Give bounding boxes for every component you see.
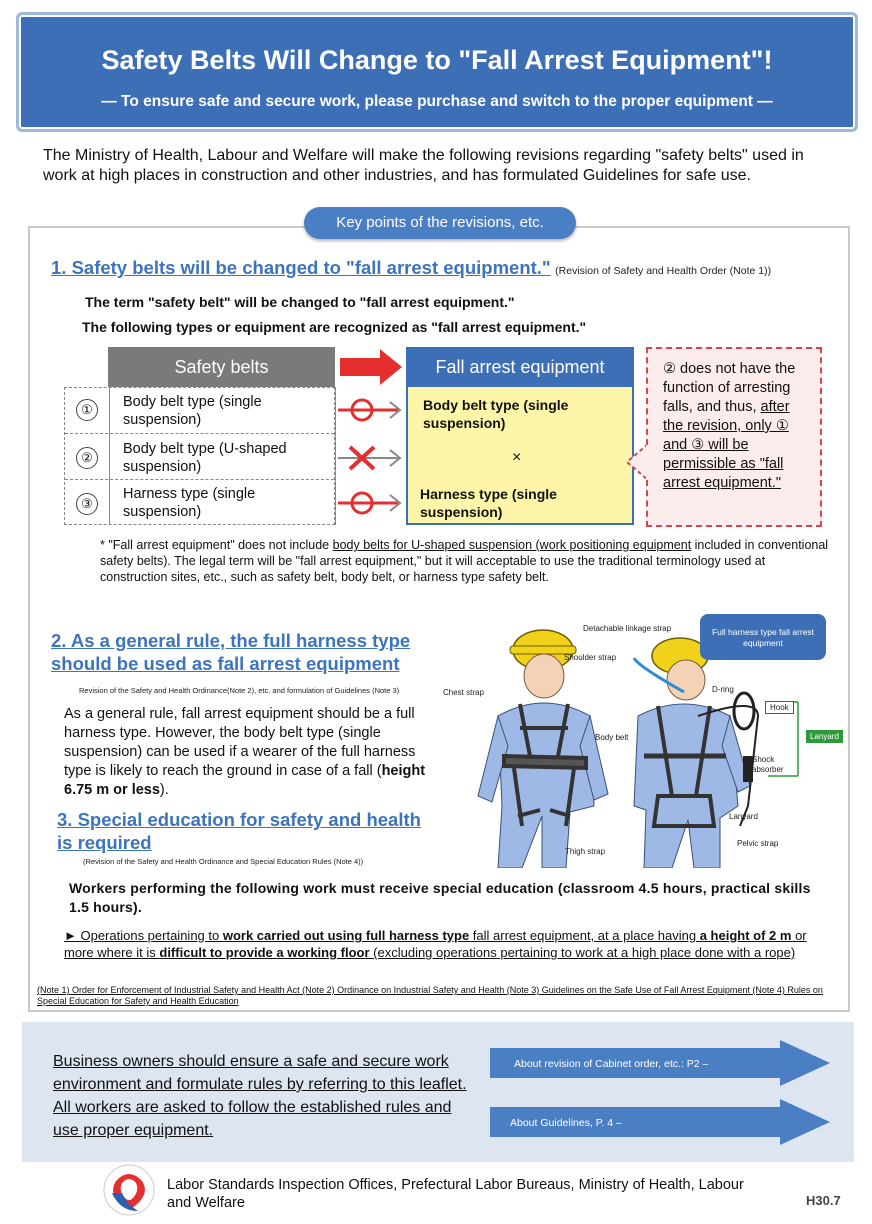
page-header (16, 12, 858, 132)
permitted-arrow-icon (336, 490, 404, 516)
section3-title: 3. Special education for safety and health is required (57, 809, 421, 853)
section1-line2: The following types or equipment are recognized as "fall arrest equipment." (82, 319, 587, 335)
label-shoulder: Shoulder strap (564, 653, 617, 662)
label-dring: D-ring (712, 685, 734, 694)
legal-notes: (Note 1) Order for Enforcement of Industrial Safety and Health Act (Note 2) Ordinance on Industrial Safety and Health (Note 3) Guidelines on the Safe Use of Fall Arrest Equipment (Note 4) Rules on Special Education for Safety and Health Education (37, 985, 823, 1006)
row-number: ② (76, 447, 98, 469)
row-divider (65, 433, 334, 434)
belt-type: Body belt type (single suspension) (123, 394, 262, 428)
page-title: Safety Belts Will Change to "Fall Arrest Equipment"! (101, 45, 773, 75)
not-permitted-arrow-icon (336, 444, 404, 472)
call-to-action-text: Business owners should ensure a safe and secure work environment and formulate rules by referring to this leaflet. All workers are asked to follow the established rules and use proper equipment. (53, 1053, 467, 1139)
section2-title: 2. As a general rule, the full harness type should be used as fall arrest equipment (51, 630, 411, 674)
label-lanyard: Lanyard (729, 812, 758, 821)
row-divider (65, 479, 334, 480)
belt-type: Harness type (single suspension) (123, 486, 256, 520)
page-subtitle: — To ensure safe and secure work, please purchase and switch to the proper equipment — (101, 93, 773, 110)
label-lanyard-box: Lanyard (806, 730, 843, 743)
section1-note: (Revision of Safety and Health Order (Note 1)) (555, 265, 772, 277)
section2-note: Revision of the Safety and Health Ordinance(Note 2), etc. and formulation of Guidelines (Note 3) (79, 686, 400, 695)
label-detachable: Detachable linkage strap (583, 624, 672, 633)
fall-arrest-type: Harness type (single suspension) (420, 486, 557, 520)
label-chest: Chest strap (443, 688, 484, 697)
row-number: ③ (76, 493, 98, 515)
guidelines-link[interactable]: About Guidelines, P. 4 – (510, 1117, 622, 1129)
key-points-label: Key points of the revisions, etc. (304, 207, 576, 239)
column-divider (109, 388, 110, 524)
ministry-logo (102, 1163, 156, 1217)
section1-line1: The term "safety belt" will be changed to "fall arrest equipment." (85, 294, 515, 310)
section1-title: 1. Safety belts will be changed to "fall arrest equipment." (51, 257, 551, 278)
permitted-arrow-icon (336, 397, 404, 423)
section3-operations: ► Operations pertaining to work carried out using full harness type fall arrest equipment, at a place having a height of 2 m or more where it is difficult to provide a working floor (excluding operations pertaining to work at a high place done with a rope) (64, 928, 807, 960)
callout-text: ② does not have the function of arresting falls, and thus, after the revision, only ① and ③ will be permissible as "fall arrest equipment." (663, 361, 796, 491)
safety-belts-header: Safety belts (108, 347, 335, 387)
harness-callout-bubble: Full harness type fall arrest equipment (700, 614, 826, 660)
fall-arrest-header: Fall arrest equipment (406, 347, 634, 387)
intro-text: The Ministry of Health, Labour and Welfare will make the following revisions regarding "safety belts" used in work at high places in construction and other industries, and has formulated Guidelines for safe use. (43, 147, 804, 184)
cabinet-order-link[interactable]: About revision of Cabinet order, etc.: P2 – (514, 1058, 709, 1070)
label-shock: Shock absorber (752, 755, 784, 774)
row-number: ① (76, 399, 98, 421)
red-arrow-icon (340, 349, 404, 385)
label-hook: Hook (765, 701, 794, 714)
section3-work: Workers performing the following work must receive special education (classroom 4.5 hours, practical skills 1.5 hours). (69, 880, 811, 915)
label-body-belt: Body belt (595, 733, 629, 742)
section2-body: As a general rule, fall arrest equipment should be a full harness type. However, the body belt type (single suspension) can be used if a wearer of the full harness type is likely to reach the ground in case of a fall (height 6.75 m or less). (64, 706, 426, 798)
belt-type: Body belt type (U-shaped suspension) (123, 441, 287, 475)
section3-note: (Revision of the Safety and Health Ordinance and Special Education Rules (Note 4)) (83, 857, 364, 866)
footer-organization: Labor Standards Inspection Offices, Prefectural Labor Bureaus, Ministry of Health, Labour and Welfare (167, 1177, 744, 1211)
excluded-mark: × (512, 449, 522, 466)
label-pelvic: Pelvic strap (737, 839, 779, 848)
label-thigh: Thigh strap (565, 847, 606, 856)
section1-heading (51, 257, 771, 279)
version-code: H30.7 (806, 1193, 841, 1208)
fall-arrest-type: Body belt type (single suspension) (423, 397, 569, 431)
table-footnote: * "Fall arrest equipment" does not include body belts for U-shaped suspension (work positioning equipment included in conventional safety belts). The legal term will be "fall arrest equipment," but it will acceptable to use the traditional terminology used at construction sites, etc., such as safety belt, body belt, or harness type safety belt. (100, 538, 829, 584)
